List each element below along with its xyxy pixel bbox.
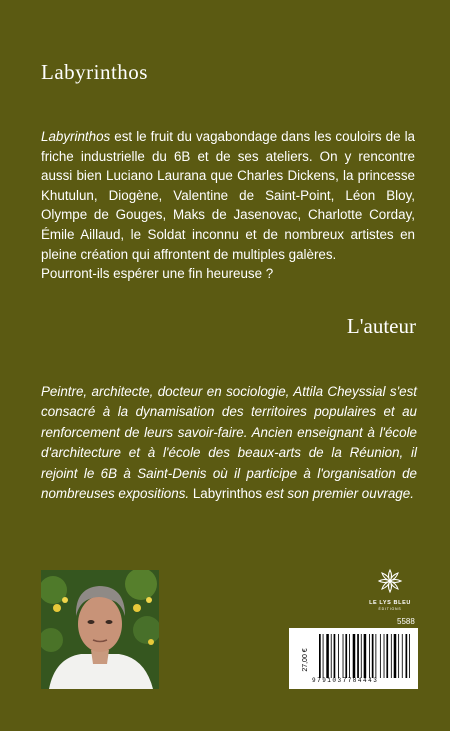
publisher-logo bbox=[360, 568, 420, 618]
bio-text-end: est son premier ouvrage. bbox=[262, 486, 414, 502]
barcode bbox=[319, 634, 411, 678]
synopsis-closing: Pourront-ils espérer une fin heureuse ? bbox=[41, 266, 274, 282]
book-code: 5588 bbox=[397, 617, 415, 626]
synopsis bbox=[41, 127, 415, 284]
lily-flower-icon bbox=[377, 568, 403, 594]
bio-book-title: Labyrinthos bbox=[192, 486, 263, 502]
book-title: Labyrinthos bbox=[41, 60, 148, 84]
synopsis-body: est le fruit du vagabondage dans les couloirs de la friche industrielle du 6B et de ses ateliers. On y rencontre aussi bien Luciano Laurana que Charles Dickens, la princesse Khutulun, Diogène, Valentine de Saint-Point, Léon Bloy, Olympe de Gouges, Maks de Jasenovac, Charlotte Corday, Émile Aillaud, le Soldat inconnu et de nombreux artistes en pleine création qui affrontent de multiples galères. bbox=[41, 129, 415, 262]
isbn-number: 9791037784443 bbox=[312, 677, 379, 684]
publisher-sub: ÉDITIONS bbox=[378, 607, 402, 611]
author-bio bbox=[41, 382, 417, 504]
price: 27,00 € bbox=[301, 648, 309, 672]
author-heading: L'auteur bbox=[346, 314, 416, 338]
publisher-name: LE LYS BLEU bbox=[369, 600, 411, 606]
author-photo bbox=[41, 570, 159, 689]
bio-text: Peintre, architecte, docteur en sociologie, Attila Cheyssial s'est consacré à la dynamisation des territoires populaires et au renforcement de leurs savoir-faire. Ancien enseignant à l'école d'architecture et à l'école des beaux-arts de la Réunion, il rejoint le 6B à Saint-Denis où il participe à l'organisation de nombreuses expositions. bbox=[41, 384, 417, 502]
synopsis-title: Labyrinthos bbox=[41, 129, 111, 144]
